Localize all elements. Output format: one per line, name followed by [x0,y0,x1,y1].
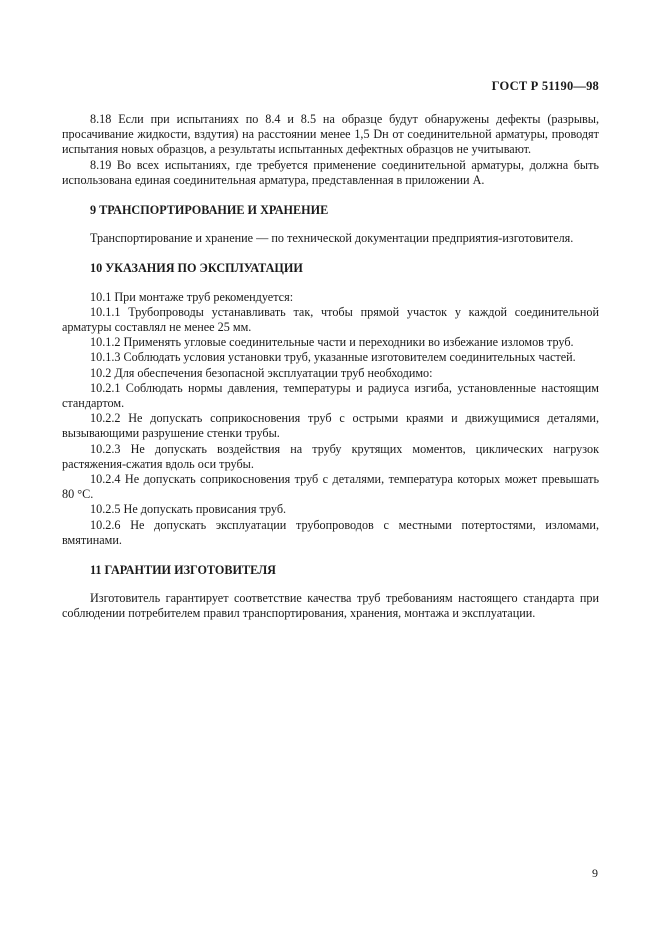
paragraph-10-2-5: 10.2.5 Не допускать провисания труб. [90,502,287,517]
paragraph-10-2-4: 10.2.4 Не допускать соприкосновения труб с деталями, температура которых может превышать 80 °С. [62,472,599,502]
paragraph-10-1-3: 10.1.3 Соблюдать условия установки труб, указанные изготовителем соединительных частей. [90,350,576,365]
paragraph-10-2-3: 10.2.3 Не допускать воздействия на трубу крутящих моментов, циклических нагрузок растяжения-сжатия вдоль оси трубы. [62,441,599,471]
paragraph-10-1-2: 10.1.2 Применять угловые соединительные части и переходники во избежание изломов труб. [90,335,574,350]
page-number: 9 [592,866,598,880]
paragraph-10-2-2: 10.2.2 Не допускать соприкосновения труб с острыми краями и движущимися деталями, вызывающими разрушение стенки трубы. [62,411,599,441]
document-body [62,112,599,622]
paragraph-10-1-1: 10.1.1 Трубопроводы устанавливать так, чтобы прямой участок у каждой соединительной арматуры составлял не менее 25 мм. [62,304,599,335]
section-9-heading: 9 ТРАНСПОРТИРОВАНИЕ И ХРАНЕНИЕ [90,203,329,218]
section-10-heading: 10 УКАЗАНИЯ ПО ЭКСПЛУАТАЦИИ [90,261,303,276]
section-11-text: Изготовитель гарантирует соответствие качества труб требованиям настоящего стандарта при соблюдении потребителем правил транспортирования, хранения, монтажа и эксплуатации. [62,591,599,621]
section-11-heading: 11 ГАРАНТИИ ИЗГОТОВИТЕЛЯ [90,563,276,578]
section-9-text: Транспортирование и хранение — по технической документации предприятия-изготовителя. [90,231,574,246]
paragraph-10-2: 10.2 Для обеспечения безопасной эксплуатации труб необходимо: [90,365,433,380]
paragraph-10-2-6: 10.2.6 Не допускать эксплуатации трубопроводов с местными потертостями, изломами, вмятинами. [62,517,599,547]
paragraph-8-18: 8.18 Если при испытаниях по 8.4 и 8.5 на образце будут обнаружены дефекты (разрывы, просачивание жидкости, вздутия) на расстоянии менее 1,5 Dн от соединительной арматуры, проводят испытания новых образцов, а результаты испытанных дефектных образцов не учитывают. [62,112,599,157]
document-standard-header: ГОСТ Р 51190—98 [491,79,599,93]
paragraph-10-2-1: 10.2.1 Соблюдать нормы давления, температуры и радиуса изгиба, установленные настоящим стандартом. [62,380,599,411]
paragraph-10-1: 10.1 При монтаже труб рекомендуется: [90,289,294,304]
paragraph-8-19: 8.19 Во всех испытаниях, где требуется применение соединительной арматуры, должна быть использована единая соединительная арматура, представленная в приложении А. [62,157,599,187]
